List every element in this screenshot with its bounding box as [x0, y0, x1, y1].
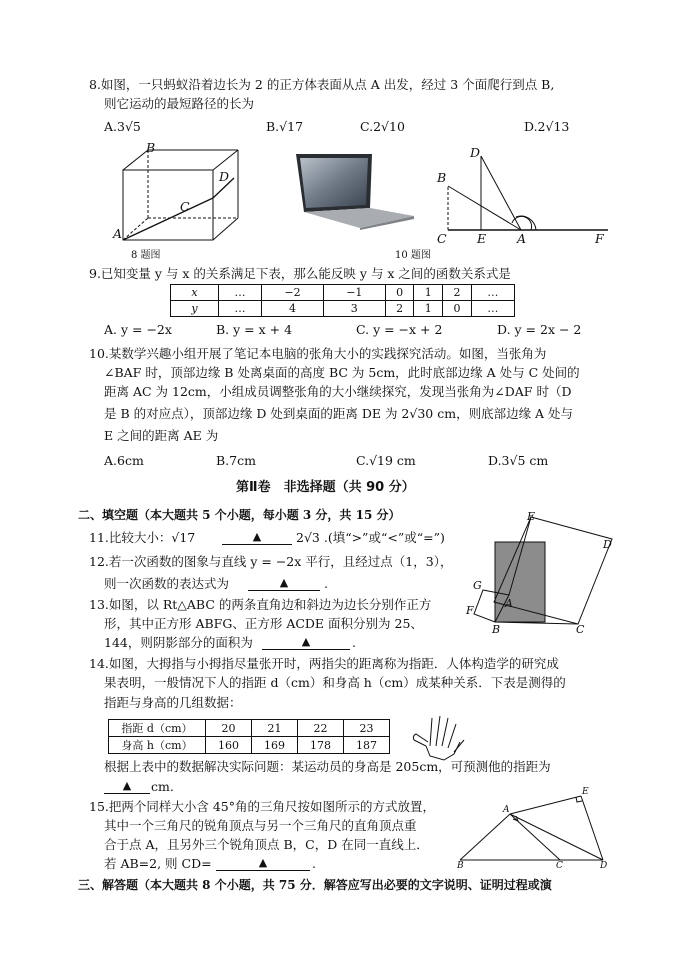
- q14-line3: 指距与身高的几组数据：: [104, 695, 242, 710]
- q14-answer-blank[interactable]: [104, 779, 150, 794]
- q10-option-b: B.7cm: [216, 453, 256, 468]
- blank-triangle: ▲: [122, 779, 132, 792]
- q8-option-a: A.3√5: [104, 119, 141, 134]
- table-cell: 23: [344, 720, 390, 737]
- q9-option-a: A. y = −2x: [104, 322, 172, 337]
- q10-line4: 是 B 的对应点），顶部边缘 D 处到桌面的距离 DE 为 2√30 cm，则底部边缘 A 处与: [104, 406, 574, 421]
- q14-line2: 果表明，一般情况下人的指距 d（cm）和身高 h（cm）成某种关系．下表是测得的: [104, 675, 566, 690]
- q12-answer-blank[interactable]: [248, 576, 320, 591]
- q13-answer-blank[interactable]: [262, 635, 350, 650]
- table-row: [171, 301, 515, 317]
- q15-answer-blank[interactable]: [216, 856, 310, 871]
- q15-label-b: B: [457, 861, 464, 871]
- blank-triangle: ▲: [258, 856, 268, 869]
- table-row: [109, 737, 390, 754]
- q13-label-e: E: [527, 510, 536, 523]
- q13-label-f: F: [466, 604, 474, 617]
- q15-line1: 15.把两个同样大小含 45°角的三角尺按如图所示的方式放置，: [89, 799, 436, 814]
- section2-heading: 二、填空题（本大题共 5 个小题，每小题 3 分，共 15 分）: [78, 508, 401, 522]
- q14-table: [108, 719, 390, 754]
- table-cell: 21: [252, 720, 298, 737]
- q9-option-b: B. y = x + 4: [216, 322, 293, 337]
- q13-label-b: B: [492, 623, 501, 636]
- q10-fig-caption: 10 题图: [395, 250, 431, 261]
- table-cell: 2: [385, 301, 414, 317]
- q8-option-c: C.2√10: [360, 119, 405, 134]
- q14-line4: 根据上表中的数据解决实际问题：某运动员的身高是 205cm，可预测他的指距为: [104, 759, 551, 774]
- laptop-image: [290, 150, 420, 230]
- table-cell: 169: [252, 737, 298, 754]
- cube-label-d: D: [219, 169, 230, 184]
- q10-label-d: D: [470, 145, 481, 160]
- q12-line1: 12.若一次函数的图象与直线 y = −2x 平行，且经过点（1，3），: [89, 554, 453, 569]
- q10-label-a: A: [517, 231, 527, 246]
- cube-label-c: C: [180, 199, 190, 214]
- q13-line2: 形，其中正方形 ABFG、正方形 ACDE 面积分别为 25、: [104, 616, 423, 631]
- q15-label-a: A: [503, 805, 510, 815]
- q13-label-d: D: [603, 538, 612, 551]
- q10-option-c: C.√19 cm: [356, 453, 416, 468]
- table-cell: −1: [323, 285, 385, 301]
- q15-label-e: E: [582, 787, 589, 797]
- table-cell: 3: [323, 301, 385, 317]
- hand-icon: [410, 712, 466, 764]
- q12-end: .: [324, 576, 328, 591]
- q11-pre: 11.比较大小：√17: [89, 530, 196, 545]
- table-cell: y: [171, 301, 219, 317]
- q11-post: 2√3 .(填“>”或“<”或“=”): [296, 530, 445, 545]
- q15-label-c: C: [556, 861, 563, 871]
- q9-table: [170, 284, 515, 317]
- table-cell: 22: [298, 720, 344, 737]
- q15-end: .: [312, 856, 316, 871]
- q11-answer-blank[interactable]: [222, 530, 292, 545]
- q9-option-d: D. y = 2x − 2: [497, 322, 582, 337]
- q15-figure: [455, 786, 615, 866]
- table-cell: …: [471, 285, 514, 301]
- table-cell: 187: [344, 737, 390, 754]
- part2-title: 第Ⅱ卷 非选择题（共 90 分）: [236, 480, 415, 495]
- q10-label-c: C: [437, 231, 447, 246]
- q10-label-b: B: [437, 170, 447, 185]
- q14-line1: 14.如图，大拇指与小拇指尽量张开时，两指尖的距离称为指距．人体构造学的研究成: [89, 656, 559, 671]
- table-cell: 1: [414, 285, 443, 301]
- q9-option-c: C. y = −x + 2: [356, 322, 443, 337]
- q10-line1: 10.某数学兴趣小组开展了笔记本电脑的张角大小的实践探究活动。如图，当张角为: [89, 346, 547, 361]
- q8-line2: 则它运动的最短路径的长为: [104, 96, 255, 111]
- section3-heading: 三、解答题（本大题共 8 个小题，共 75 分．解答应写出必要的文字说明、证明过程或演: [78, 878, 552, 892]
- q15-line4: 若 AB=2, 则 CD=: [104, 856, 212, 871]
- q13-figure: [466, 510, 616, 636]
- q12-line2: 则一次函数的表达式为: [104, 576, 230, 591]
- q8-option-b: B.√17: [266, 119, 304, 134]
- q13-label-a: A: [505, 597, 513, 610]
- table-cell: 178: [298, 737, 344, 754]
- q10-option-a: A.6cm: [104, 453, 144, 468]
- table-cell: 身高 h（cm）: [109, 737, 206, 754]
- table-cell: 0: [385, 285, 414, 301]
- table-row: [171, 285, 515, 301]
- table-row: [109, 720, 390, 737]
- q10-label-e: E: [477, 231, 487, 246]
- table-cell: x: [171, 285, 219, 301]
- q14-end: cm.: [151, 779, 174, 794]
- q13-line1: 13.如图，以 Rt△ABC 的两条直角边和斜边为边长分别作正方: [89, 597, 432, 612]
- q13-end: .: [352, 635, 356, 650]
- table-cell: 1: [414, 301, 443, 317]
- blank-triangle: ▲: [252, 530, 262, 543]
- table-cell: 160: [206, 737, 252, 754]
- table-cell: …: [471, 301, 514, 317]
- blank-triangle: ▲: [301, 635, 311, 648]
- q9-text: 9.已知变量 y 与 x 的关系满足下表，那么能反映 y 与 x 之间的函数关系式是: [89, 266, 511, 281]
- q13-label-c: C: [576, 623, 585, 636]
- q10-line5: E 之间的距离 AE 为: [104, 428, 219, 443]
- q10-line3: 距离 AC 为 12cm，小组成员调整张角的大小继续探究，发现当张角为∠DAF 时（D: [104, 384, 572, 399]
- q8-line1: 8.如图，一只蚂蚁沿着边长为 2 的正方体表面从点 A 出发，经过 3 个面爬行到点 B,: [89, 77, 555, 92]
- table-cell: 指距 d（cm）: [109, 720, 206, 737]
- q8-option-d: D.2√13: [524, 119, 570, 134]
- cube-label-a: A: [113, 226, 123, 241]
- q15-line2: 其中一个三角尺的锐角顶点与另一个三角尺的直角顶点重: [104, 818, 417, 833]
- table-cell: 0: [443, 301, 472, 317]
- q15-line3: 合于点 A，且另外三个锐角顶点 B，C，D 在同一直线上．: [104, 837, 429, 852]
- table-cell: …: [219, 301, 262, 317]
- table-cell: 2: [443, 285, 472, 301]
- q10-label-f: F: [595, 231, 604, 246]
- table-cell: 4: [262, 301, 324, 317]
- table-cell: −2: [262, 285, 324, 301]
- q10-option-d: D.3√5 cm: [488, 453, 549, 468]
- cube-label-b: B: [146, 140, 156, 155]
- table-cell: …: [219, 285, 262, 301]
- table-cell: 20: [206, 720, 252, 737]
- cube-figure: [108, 140, 248, 248]
- q15-label-d: D: [600, 861, 608, 871]
- blank-triangle: ▲: [279, 576, 289, 589]
- q8-fig-caption: 8 题图: [131, 250, 161, 261]
- q13-line3: 144，则阴影部分的面积为: [104, 635, 253, 650]
- q13-label-g: G: [473, 579, 482, 592]
- q10-line2: ∠BAF 时，顶部边缘 B 处离桌面的高度 BC 为 5cm，此时底部边缘 A 处与 C 处间的: [104, 365, 580, 380]
